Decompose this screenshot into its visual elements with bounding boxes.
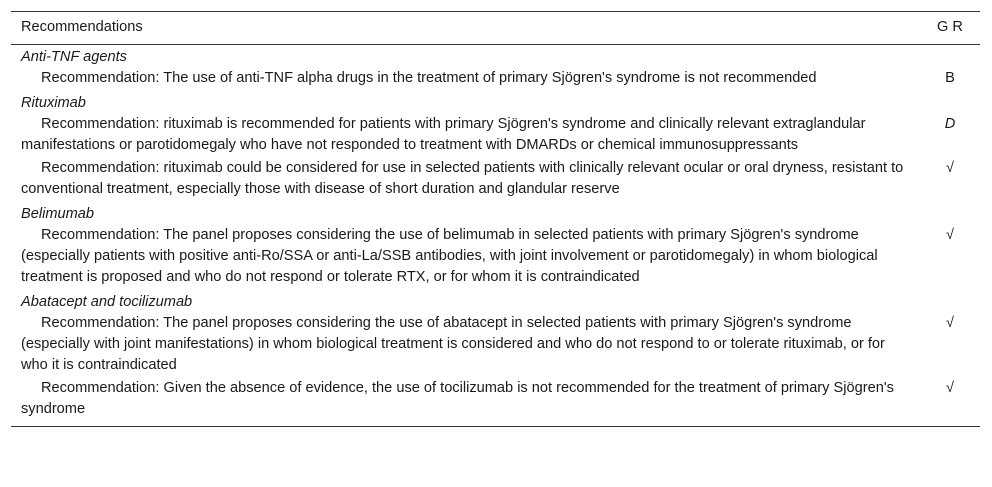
column-header-recommendations: Recommendations (11, 12, 920, 45)
column-header-grade: G R (920, 12, 980, 45)
recommendation-row (11, 313, 980, 378)
recommendation-text: Recommendation: rituximab is recommended for patients with primary Sjögren's syndrome and clinically relevant extraglandular manifestations or parotidomegaly who have not responded to treatment with DMARDs or chemical immunosuppressants (21, 116, 866, 153)
recommendation-row (11, 225, 980, 290)
recommendations-table (11, 11, 980, 427)
grade-cell: B (945, 70, 955, 86)
recommendation-text: Recommendation: The panel proposes considering the use of belimumab in selected patients with primary Sjögren's syndrome (especially patients with positive anti-Ro/SSA or anti-La/SSB antibodies, with joint involvement or parotidomegaly) in whom biological treatment is proposed and who do not respond or tolerate RTX, or for whom it is contraindicated (21, 227, 878, 285)
group-row-anti-tnf (11, 45, 980, 69)
recommendation-text: Recommendation: rituximab could be considered for use in selected patients with clinically relevant ocular or oral dryness, resistant to conventional treatment, especially those with disease of short duration and glandular reserve (21, 160, 904, 197)
recommendation-row (11, 114, 980, 158)
group-row-belimumab (11, 202, 980, 225)
recommendation-row (11, 378, 980, 427)
grade-cell: √ (920, 378, 980, 427)
table-header (11, 12, 980, 45)
group-title: Belimumab (21, 206, 94, 222)
recommendations-table-container (11, 11, 980, 427)
recommendation-text: Recommendation: The panel proposes considering the use of abatacept in selected patients with primary Sjögren's syndrome (especially with joint manifestations) in whom biological treatment is considered and who do not respond to or tolerate rituximab, or for who it is contraindicated (21, 315, 885, 373)
grade-cell: √ (945, 227, 954, 243)
recommendation-row (11, 158, 980, 202)
header-row (11, 12, 980, 45)
group-row-abatacept-tocilizumab (11, 290, 980, 313)
grade-cell: √ (945, 315, 954, 331)
grade-cell: D (944, 116, 956, 132)
grade-cell: √ (945, 160, 954, 176)
group-title: Anti-TNF agents (21, 49, 127, 65)
table-body (11, 45, 980, 427)
recommendation-text: Recommendation: The use of anti-TNF alpha drugs in the treatment of primary Sjögren's syndrome is not recommended (41, 70, 817, 86)
group-title: Abatacept and tocilizumab (21, 294, 193, 310)
group-title: Rituximab (21, 95, 86, 111)
recommendation-row (11, 68, 980, 91)
group-row-rituximab (11, 91, 980, 114)
recommendation-text: Recommendation: Given the absence of evidence, the use of tocilizumab is not recommended for the treatment of primary Sjögren's syndrome (11, 378, 920, 427)
